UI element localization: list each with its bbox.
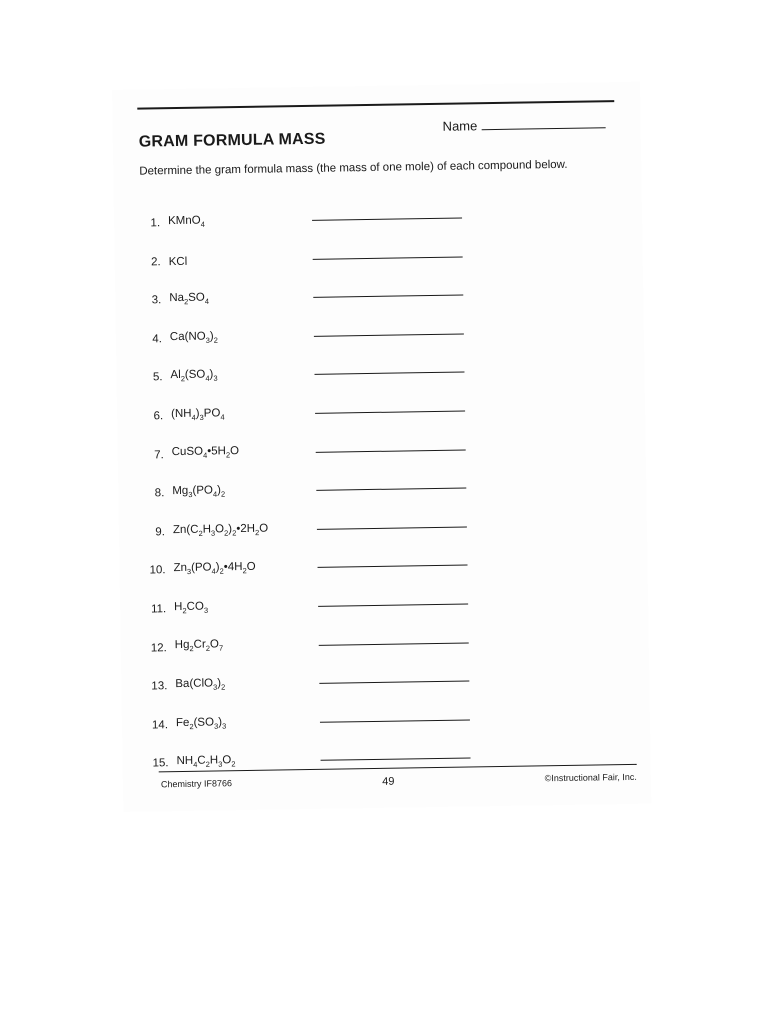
- problem-number: 5.: [152, 371, 163, 384]
- problem-number: 4.: [152, 333, 163, 346]
- worksheet-page: [112, 82, 651, 812]
- answer-line[interactable]: [317, 526, 467, 529]
- footer-copyright: ©Instructional Fair, Inc.: [544, 771, 637, 784]
- problem-formula: $Ca(NO_3)_2$: [169, 329, 218, 345]
- answer-line[interactable]: [318, 603, 468, 606]
- answer-line[interactable]: [319, 642, 469, 645]
- answer-line[interactable]: [316, 449, 466, 452]
- problem-item: [117, 425, 645, 461]
- problem-number: 13.: [151, 680, 168, 693]
- problem-formula: $H_2CO_3$: [174, 600, 209, 615]
- problem-item: [114, 194, 642, 230]
- answer-line[interactable]: [314, 372, 464, 375]
- problem-number: 11.: [150, 603, 167, 616]
- problem-number: 12.: [150, 641, 167, 655]
- problem-number: 1.: [150, 217, 161, 230]
- problem-number: 3.: [151, 294, 162, 307]
- problem-formula: $NH_4C_2H_3O_2$: [176, 754, 236, 770]
- problem-formula: $Al_2(SO_4)_3$: [170, 368, 218, 384]
- problem-item: [121, 657, 649, 693]
- problem-item: [119, 541, 647, 577]
- problem-item: [115, 271, 643, 307]
- page-number: 49: [382, 775, 395, 788]
- problem-number: 10.: [149, 564, 166, 577]
- problem-formula: KCl: [168, 255, 188, 268]
- problem-formula: $Fe_2(SO_3)_3$: [175, 715, 227, 731]
- footer: [161, 772, 637, 791]
- answer-line[interactable]: [314, 333, 464, 336]
- problem-item: [120, 580, 648, 616]
- problem-formula: $(NH_4)_3PO_4$: [170, 407, 225, 422]
- problem-item: [122, 695, 650, 731]
- problem-item: [119, 502, 647, 538]
- problem-formula: $Zn(C_2H_3O_2)_2•2H_2O$: [172, 522, 269, 538]
- problem-item: [117, 387, 645, 423]
- problem-number: 15.: [152, 757, 169, 770]
- answer-line[interactable]: [318, 565, 468, 568]
- top-rule: [137, 100, 614, 109]
- problem-list: [114, 194, 642, 770]
- problem-formula: $CuSO_4•5H_2O$: [171, 445, 240, 461]
- answer-line[interactable]: [313, 295, 463, 298]
- answer-line[interactable]: [315, 410, 465, 413]
- problem-number: 9.: [155, 526, 166, 539]
- answer-line[interactable]: [313, 256, 463, 259]
- problem-formula: $Hg_2Cr_2O_7$: [174, 638, 224, 654]
- name-blank-line: [481, 127, 605, 130]
- problem-formula: $Na_2SO_4$: [169, 291, 210, 307]
- answer-line[interactable]: [316, 488, 466, 491]
- worksheet-title: GRAM FORMULA MASS: [138, 130, 326, 151]
- problem-formula: $Ba(ClO_3)_2$: [175, 677, 226, 692]
- problem-item: [116, 309, 644, 345]
- problem-formula: $Zn_3(PO_4)_2•4H_2O$: [173, 560, 256, 577]
- instructions: Determine the gram formula mass (the mass of one mole) of each compound below.: [139, 158, 568, 178]
- problem-item: [116, 348, 644, 384]
- problem-formula: $Mg_3(PO_4)_2$: [172, 484, 226, 500]
- footer-book-code: Chemistry IF8766: [160, 778, 233, 790]
- answer-line[interactable]: [319, 681, 469, 684]
- answer-line[interactable]: [320, 719, 470, 722]
- problem-number: 2.: [151, 255, 161, 268]
- problem-item: [114, 232, 642, 268]
- name-field: [442, 116, 605, 134]
- problem-formula: KMnO$_4$: [167, 214, 205, 229]
- answer-line[interactable]: [321, 758, 471, 761]
- name-label: Name: [442, 118, 478, 134]
- problem-number: 14.: [151, 718, 169, 732]
- problem-number: 7.: [154, 448, 164, 461]
- problem-number: 6.: [153, 410, 164, 423]
- problem-number: 8.: [154, 487, 165, 500]
- problem-item: [118, 464, 646, 500]
- answer-line[interactable]: [312, 218, 462, 221]
- problem-item: [120, 618, 648, 654]
